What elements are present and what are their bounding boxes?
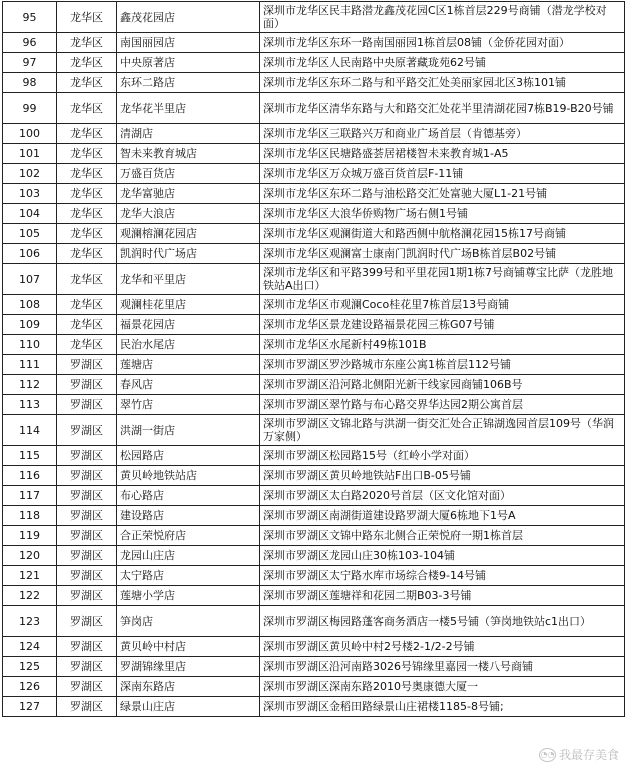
district-cell: 龙华区 [57,204,117,224]
table-row [3,566,625,586]
district-cell: 龙华区 [57,184,117,204]
address-cell: 深圳市罗湖区梅园路蓬客商务酒店一楼5号铺（笋岗地铁站c1出口） [260,606,625,637]
address-cell: 深圳市罗湖区沿河南路3026号锦缘里嘉园一楼八号商铺 [260,657,625,677]
table-row [3,184,625,204]
table-row [3,466,625,486]
row-number: 112 [3,375,57,395]
row-number: 117 [3,486,57,506]
store-name-cell: 观澜桂花里店 [117,295,260,315]
address-cell: 深圳市罗湖区罗沙路城市东座公寓1栋首层112号铺 [260,355,625,375]
row-number: 114 [3,415,57,446]
table-row [3,586,625,606]
district-cell: 龙华区 [57,93,117,124]
store-name-cell: 龙华富驰店 [117,184,260,204]
store-name-cell: 东环二路店 [117,73,260,93]
row-number: 103 [3,184,57,204]
table-row [3,677,625,697]
table-row [3,486,625,506]
row-number: 98 [3,73,57,93]
table-row [3,415,625,446]
store-name-cell: 深南东路店 [117,677,260,697]
district-cell: 罗湖区 [57,506,117,526]
address-cell: 深圳市龙华区和平路399号和平里花园1期1栋7号商铺尊宝比萨（龙胜地铁站A出口） [260,264,625,295]
address-cell: 深圳市罗湖区莲塘祥和花园二期B03-3号铺 [260,586,625,606]
row-number: 109 [3,315,57,335]
row-number: 122 [3,586,57,606]
row-number: 118 [3,506,57,526]
address-cell: 深圳市龙华区观澜富士康南门凯润时代广场B栋首层B02号铺 [260,244,625,264]
store-name-cell: 洪湖一街店 [117,415,260,446]
district-cell: 龙华区 [57,224,117,244]
row-number: 120 [3,546,57,566]
address-cell: 深圳市罗湖区南湖街道建设路罗湖大厦6栋地下1号A [260,506,625,526]
address-cell: 深圳市罗湖区金稻田路绿景山庄裙楼1185-8号铺; [260,697,625,717]
district-cell: 龙华区 [57,264,117,295]
store-name-cell: 莲塘小学店 [117,586,260,606]
address-cell: 深圳市罗湖区太白路2020号首层（区文化馆对面） [260,486,625,506]
district-cell: 龙华区 [57,144,117,164]
table-row [3,657,625,677]
row-number: 97 [3,53,57,73]
district-cell: 罗湖区 [57,546,117,566]
row-number: 119 [3,526,57,546]
row-number: 99 [3,93,57,124]
table-row [3,264,625,295]
store-name-cell: 太宁路店 [117,566,260,586]
row-number: 115 [3,446,57,466]
table-row [3,546,625,566]
row-number: 101 [3,144,57,164]
table-row [3,53,625,73]
table-row [3,526,625,546]
address-cell: 深圳市龙华区东环二路与油松路交汇处富驰大厦L1-21号铺 [260,184,625,204]
district-cell: 罗湖区 [57,415,117,446]
address-cell: 深圳市龙华区水尾新村49栋101B [260,335,625,355]
district-cell: 罗湖区 [57,355,117,375]
row-number: 100 [3,124,57,144]
row-number: 121 [3,566,57,586]
row-number: 106 [3,244,57,264]
row-number: 95 [3,2,57,33]
table-row [3,124,625,144]
store-name-cell: 凯润时代广场店 [117,244,260,264]
district-cell: 龙华区 [57,73,117,93]
store-name-cell: 笋岗店 [117,606,260,637]
store-name-cell: 中央原著店 [117,53,260,73]
address-cell: 深圳市龙华区大浪华侨购物广场右侧1号铺 [260,204,625,224]
table-row [3,93,625,124]
district-cell: 罗湖区 [57,606,117,637]
store-name-cell: 罗湖锦缘里店 [117,657,260,677]
store-name-cell: 龙华花半里店 [117,93,260,124]
row-number: 96 [3,33,57,53]
district-cell: 龙华区 [57,33,117,53]
watermark [539,746,619,763]
wechat-icon: ◔◔ [539,748,556,762]
district-cell: 龙华区 [57,164,117,184]
address-cell: 深圳市龙华区清华东路与大和路交汇处花半里清湖花园7栋B19-B20号铺 [260,93,625,124]
row-number: 107 [3,264,57,295]
address-cell: 深圳市龙华区市观澜Coco桂花里7栋首层13号商铺 [260,295,625,315]
address-cell: 深圳市龙华区民丰路潜龙鑫茂花园C区1栋首层229号商铺（潜龙学校对面） [260,2,625,33]
store-name-cell: 翠竹店 [117,395,260,415]
table-row [3,144,625,164]
store-name-cell: 民治水尾店 [117,335,260,355]
store-name-cell: 绿景山庄店 [117,697,260,717]
table-row [3,697,625,717]
address-cell: 深圳市罗湖区翠竹路与布心路交界华达园2期公寓首层 [260,395,625,415]
address-cell: 深圳市龙华区景龙建设路福景花园三栋G07号铺 [260,315,625,335]
district-cell: 龙华区 [57,335,117,355]
table-row [3,606,625,637]
row-number: 113 [3,395,57,415]
table-row [3,355,625,375]
address-cell: 深圳市罗湖区文锦中路东北侧合正荣悦府一期1栋首层 [260,526,625,546]
store-name-cell: 合正荣悦府店 [117,526,260,546]
district-cell: 龙华区 [57,315,117,335]
table-row [3,506,625,526]
table-row [3,335,625,355]
store-name-cell: 智未来教育城店 [117,144,260,164]
district-cell: 罗湖区 [57,395,117,415]
address-cell: 深圳市龙华区民塘路盛荟居裙楼智未来教育城1-A5 [260,144,625,164]
district-cell: 罗湖区 [57,677,117,697]
store-name-cell: 布心路店 [117,486,260,506]
row-number: 102 [3,164,57,184]
address-cell: 深圳市罗湖区文锦北路与洪湖一街交汇处合正锦湖逸园首层109号（华润万家侧） [260,415,625,446]
store-name-cell: 莲塘店 [117,355,260,375]
address-cell: 深圳市罗湖区松园路15号（红岭小学对面） [260,446,625,466]
store-name-cell: 清湖店 [117,124,260,144]
row-number: 110 [3,335,57,355]
district-cell: 罗湖区 [57,466,117,486]
address-cell: 深圳市罗湖区龙园山庄30栋103-104铺 [260,546,625,566]
table-row [3,2,625,33]
store-name-cell: 龙园山庄店 [117,546,260,566]
row-number: 124 [3,637,57,657]
row-number: 126 [3,677,57,697]
district-cell: 罗湖区 [57,586,117,606]
table-row [3,164,625,184]
table-row [3,637,625,657]
row-number: 116 [3,466,57,486]
table-row [3,375,625,395]
district-cell: 罗湖区 [57,566,117,586]
store-name-cell: 南国丽园店 [117,33,260,53]
district-cell: 罗湖区 [57,486,117,506]
table-row [3,446,625,466]
address-cell: 深圳市龙华区东环一路南国丽园1栋首层08铺（金侨花园对面） [260,33,625,53]
store-name-cell: 黄贝岭地铁站店 [117,466,260,486]
address-cell: 深圳市龙华区人民南路中央原著藏珑苑62号铺 [260,53,625,73]
table-row [3,33,625,53]
table-row [3,224,625,244]
table-row [3,295,625,315]
district-cell: 龙华区 [57,2,117,33]
store-name-cell: 鑫茂花园店 [117,2,260,33]
row-number: 111 [3,355,57,375]
district-cell: 龙华区 [57,53,117,73]
store-name-cell: 春风店 [117,375,260,395]
district-cell: 罗湖区 [57,375,117,395]
address-cell: 深圳市罗湖区太宁路水库市场综合楼9-14号铺 [260,566,625,586]
address-cell: 深圳市罗湖区黄贝岭地铁站F出口B-05号铺 [260,466,625,486]
row-number: 125 [3,657,57,677]
row-number: 105 [3,224,57,244]
district-cell: 罗湖区 [57,637,117,657]
table-row [3,395,625,415]
district-cell: 罗湖区 [57,526,117,546]
store-name-cell: 黄贝岭中村店 [117,637,260,657]
address-cell: 深圳市罗湖区深南东路2010号奥康德大厦一 [260,677,625,697]
district-cell: 罗湖区 [57,697,117,717]
row-number: 123 [3,606,57,637]
row-number: 108 [3,295,57,315]
district-cell: 龙华区 [57,295,117,315]
district-cell: 龙华区 [57,244,117,264]
store-name-cell: 万盛百货店 [117,164,260,184]
address-cell: 深圳市龙华区观澜街道大和路西侧中航格澜花园15栋17号商铺 [260,224,625,244]
store-name-cell: 福景花园店 [117,315,260,335]
district-cell: 罗湖区 [57,657,117,677]
watermark-text: 我最存美食 [558,748,619,762]
address-cell: 深圳市罗湖区沿河路北侧阳光新干线家园商铺106B号 [260,375,625,395]
store-name-cell: 龙华和平里店 [117,264,260,295]
store-table [2,1,625,717]
address-cell: 深圳市龙华区东环二路与和平路交汇处美丽家园北区3栋101铺 [260,73,625,93]
address-cell: 深圳市龙华区万众城万盛百货首层F-11铺 [260,164,625,184]
table-row [3,315,625,335]
store-name-cell: 松园路店 [117,446,260,466]
store-name-cell: 观澜榕澜花园店 [117,224,260,244]
store-name-cell: 龙华大浪店 [117,204,260,224]
row-number: 127 [3,697,57,717]
table-row [3,73,625,93]
table-row [3,204,625,224]
table-body [3,2,625,717]
district-cell: 罗湖区 [57,446,117,466]
address-cell: 深圳市罗湖区黄贝岭中村2号楼2-1/2-2号铺 [260,637,625,657]
table-row [3,244,625,264]
store-name-cell: 建设路店 [117,506,260,526]
address-cell: 深圳市龙华区三联路兴万和商业广场首层（肯德基旁） [260,124,625,144]
row-number: 104 [3,204,57,224]
district-cell: 龙华区 [57,124,117,144]
